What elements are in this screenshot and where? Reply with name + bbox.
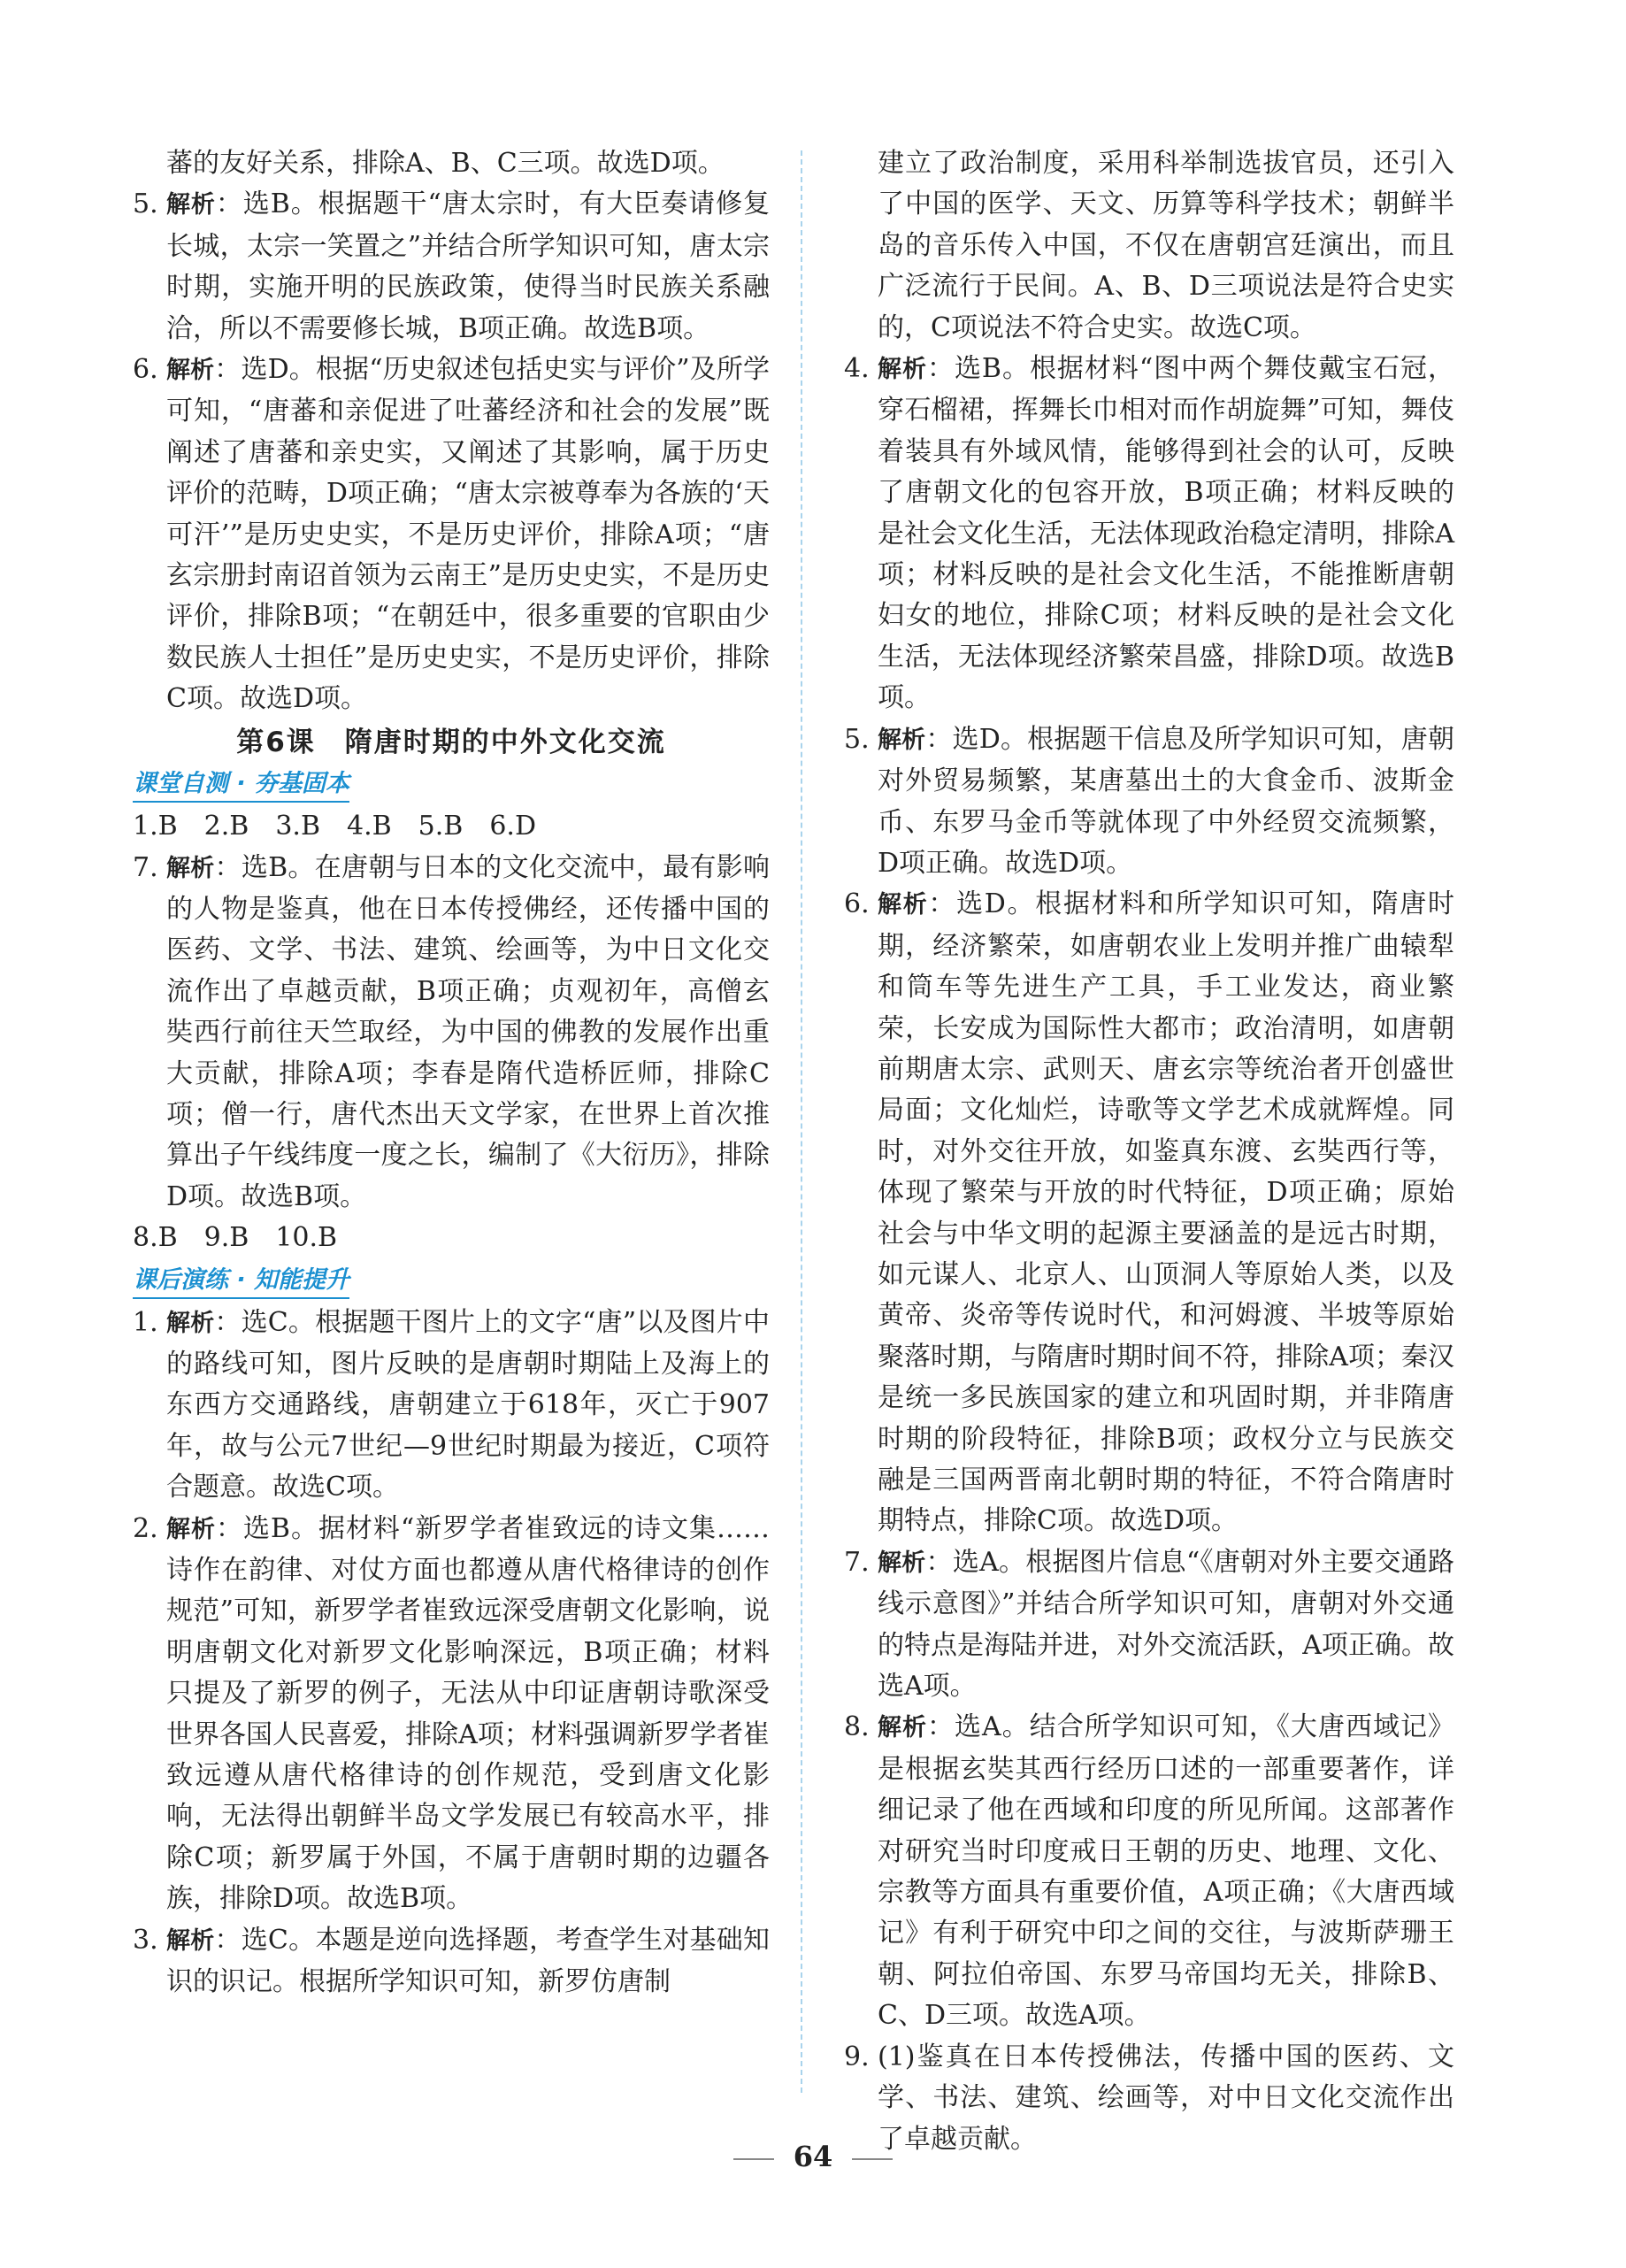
item-text: 解析：选B。据材料“新罗学者崔致远的诗文集……诗作在韵律、对仗方面也都遵从唐代格律诗的创作规范”可知，新罗学者崔致远深受唐朝文化影响，说明唐朝文化对新罗文化影响深远，B项正确；材料只提及了新罗的例子，无法从中印证唐朝诗歌深受世界各国人民喜爱，排除A项；材料强调新罗学者崔致远遵从唐代格律诗的创作规范，受到唐文化影响，无法得出朝鲜半岛文学发展已有较高水平，排除C项；新罗属于外国，不属于唐朝时期的边疆各族，排除D项。故选B项。 [166, 1512, 770, 1915]
item-text: 解析：选B。根据题干“唐太宗时，有大臣奏请修复长城，太宗一笑置之”并结合所学知识可知，唐太宗时期，实施开明的民族政策，使得当时民族关系融洽，所以不需要修长城，B项正确。故选B项。 [166, 188, 770, 344]
answer-item [844, 884, 1454, 1542]
answer-item [133, 1509, 770, 1920]
answer-key-line: 1.B 2.B 3.B 4.B 5.B 6.D [133, 811, 537, 842]
item-number: 2. [133, 1512, 158, 1544]
analysis-label: 解析 [878, 356, 927, 384]
item-number: 5. [133, 188, 158, 220]
right-column [844, 143, 1454, 2160]
item-text: 解析：选D。根据材料和所学知识可知，隋唐时期，经济繁荣，如唐朝农业上发明并推广曲辕犁和筒车等先进生产工具，手工业发达，商业繁荣，长安成为国际性大都市；政治清明，如唐朝前期唐太宗、武则天、唐玄宗等统治者开创盛世局面；文化灿烂，诗歌等文学艺术成就辉煌。同时，对外交往开放，如鉴真东渡、玄奘西行等，体现了繁荣与开放的时代特征，D项正确；原始社会与中华文明的起源主要涵盖的是远古时期，如元谋人、北京人、山顶洞人等原始人类，以及黄帝、炎帝等传说时代，和河姆渡、半坡等原始聚落时期，与隋唐时期时间不符，排除A项；秦汉是统一多民族国家的建立和巩固时期，并非隋唐时期的阶段特征，排除B项；政权分立与民族交融是三国两晋南北朝时期的特征，不符合隋唐时期特点，排除C项。故选D项。 [878, 888, 1455, 1537]
continued-paragraph: 建立了政治制度，采用科举制选拔官员，还引入了中国的医学、天文、历算等科学技术；朝鲜半岛的音乐传入中国，不仅在唐朝宫廷演出，而且广泛流行于民间。A、B、D三项说法是符合史实的，C项说法不符合史实。故选C项。 [878, 148, 1454, 343]
analysis-label: 解析 [166, 854, 215, 882]
answer-item [844, 1542, 1454, 1708]
footer-rule-left [733, 2158, 774, 2160]
answer-item [844, 719, 1454, 885]
item-number: 6. [844, 888, 870, 920]
answer-item [133, 184, 770, 350]
item-text: 解析：选A。根据图片信息“《唐朝对外主要交通路线示意图》”并结合所学知识可知，唐朝对外交通的特点是海陆并进，对外交流活跃，A项正确。故选A项。 [878, 1546, 1454, 1703]
answer-item [844, 1707, 1454, 2036]
item-text: 解析：选A。结合所学知识可知，《大唐西域记》是根据玄奘其西行经历口述的一部重要著作，详细记录了他在西域和印度的所见所闻。这部著作对研究当时印度戒日王朝的历史、地理、文化、宗教等方面具有重要价值，A项正确；《大唐西域记》有利于研究中印之间的交往，与波斯萨珊王朝、阿拉伯帝国、东罗马帝国均无关，排除B、C、D三项。故选A项。 [878, 1711, 1454, 2032]
analysis-label: 解析 [878, 891, 929, 919]
answer-item [133, 1920, 770, 2003]
analysis-label: 解析 [166, 1309, 215, 1337]
left-column [133, 143, 770, 2003]
section-heading-after-class: 课后演练 · 知能提升 [133, 1264, 349, 1299]
item-number: 4. [844, 353, 870, 385]
item-text: (1)鉴真在日本传授佛法，传播中国的医药、文学、书法、建筑、绘画等，对中日文化交流作出了卓越贡献。 [878, 2041, 1454, 2155]
analysis-label: 解析 [166, 191, 216, 219]
page-footer [0, 2140, 1626, 2173]
item-number: 3. [133, 1924, 158, 1956]
answer-item [844, 349, 1454, 719]
item-number: 7. [133, 851, 158, 883]
section-heading-class-test: 课堂自测 · 夯基固本 [133, 767, 349, 803]
item-number: 7. [844, 1546, 870, 1578]
item-text: 解析：选D。根据“历史叙述包括史实与评价”及所学可知，“唐蕃和亲促进了吐蕃经济和社会的发展”既阐述了唐蕃和亲史实，又阐述了其影响，属于历史评价的范畴，D项正确；“唐太宗被尊奉为各族的‘天可汗’”是历史史实，不是历史评价，排除A项；“唐玄宗册封南诏首领为云南王”是历史史实，不是历史评价，排除B项；“在朝廷中，很多重要的官职由少数民族人士担任”是历史史实，不是历史评价，排除C项。故选D项。 [166, 354, 771, 715]
item-text: 解析：选C。本题是逆向选择题，考查学生对基础知识的识记。根据所学知识可知，新罗仿唐制 [166, 1924, 770, 1998]
footer-rule-right [852, 2158, 893, 2160]
item-text: 解析：选C。根据题干图片上的文字“唐”以及图片中的路线可知，图片反映的是唐朝时期陆上及海上的东西方交通路线，唐朝建立于618年，灭亡于907年，故与公元7世纪—9世纪时期最为接近，C项符合题意。故选C项。 [166, 1306, 770, 1503]
item-number: 8. [844, 1711, 870, 1743]
item-text: 解析：选B。根据材料“图中两个舞伎戴宝石冠，穿石榴裙，挥舞长巾相对而作胡旋舞”可知，舞伎着装具有外域风情，能够得到社会的认可，反映了唐朝文化的包容开放，B项正确；材料反映的是社会文化生活，无法体现政治稳定清明，排除A项；材料反映的是社会文化生活，不能推断唐朝妇女的地位，排除C项；材料反映的是社会文化生活，无法体现经济繁荣昌盛，排除D项。故选B项。 [878, 353, 1454, 714]
item-number: 6. [133, 354, 158, 386]
item-number: 1. [133, 1306, 158, 1338]
item-number: 5. [844, 723, 870, 755]
column-divider [801, 150, 802, 2093]
continued-paragraph: 蕃的友好关系，排除A、B、C三项。故选D项。 [166, 148, 725, 179]
analysis-label: 解析 [166, 357, 215, 385]
item-text: 解析：选B。在唐朝与日本的文化交流中，最有影响的人物是鉴真，他在日本传授佛经，还传播中国的医药、文学、书法、建筑、绘画等，为中日文化交流作出了卓越贡献，B项正确；贞观初年，高僧玄奘西行前往天竺取经，为中国的佛教的发展作出重大贡献，排除A项；李春是隋代造桥匠师，排除C项；僧一行，唐代杰出天文学家，在世界上首次推算出子午线纬度一度之长，编制了《大衍历》，排除D项。故选B项。 [166, 851, 771, 1212]
analysis-label: 解析 [878, 1714, 928, 1742]
answer-item [133, 848, 770, 1219]
answer-key-line: 8.B 9.B 10.B [133, 1222, 338, 1254]
item-text: 解析：选D。根据题干信息及所学知识可知，唐朝对外贸易频繁，某唐墓出土的大食金币、波斯金币、东罗马金币等就体现了中外经贸交流频繁，D项正确。故选D项。 [878, 723, 1454, 879]
analysis-label: 解析 [878, 1549, 926, 1577]
analysis-label: 解析 [878, 726, 926, 754]
lesson-title: 第6课 隋唐时期的中外文化交流 [236, 726, 666, 758]
answer-item [133, 1303, 770, 1509]
page-number: 64 [793, 2140, 833, 2173]
answer-item [133, 350, 770, 720]
analysis-label: 解析 [166, 1515, 216, 1543]
item-number: 9. [844, 2041, 870, 2072]
analysis-label: 解析 [166, 1926, 215, 1955]
